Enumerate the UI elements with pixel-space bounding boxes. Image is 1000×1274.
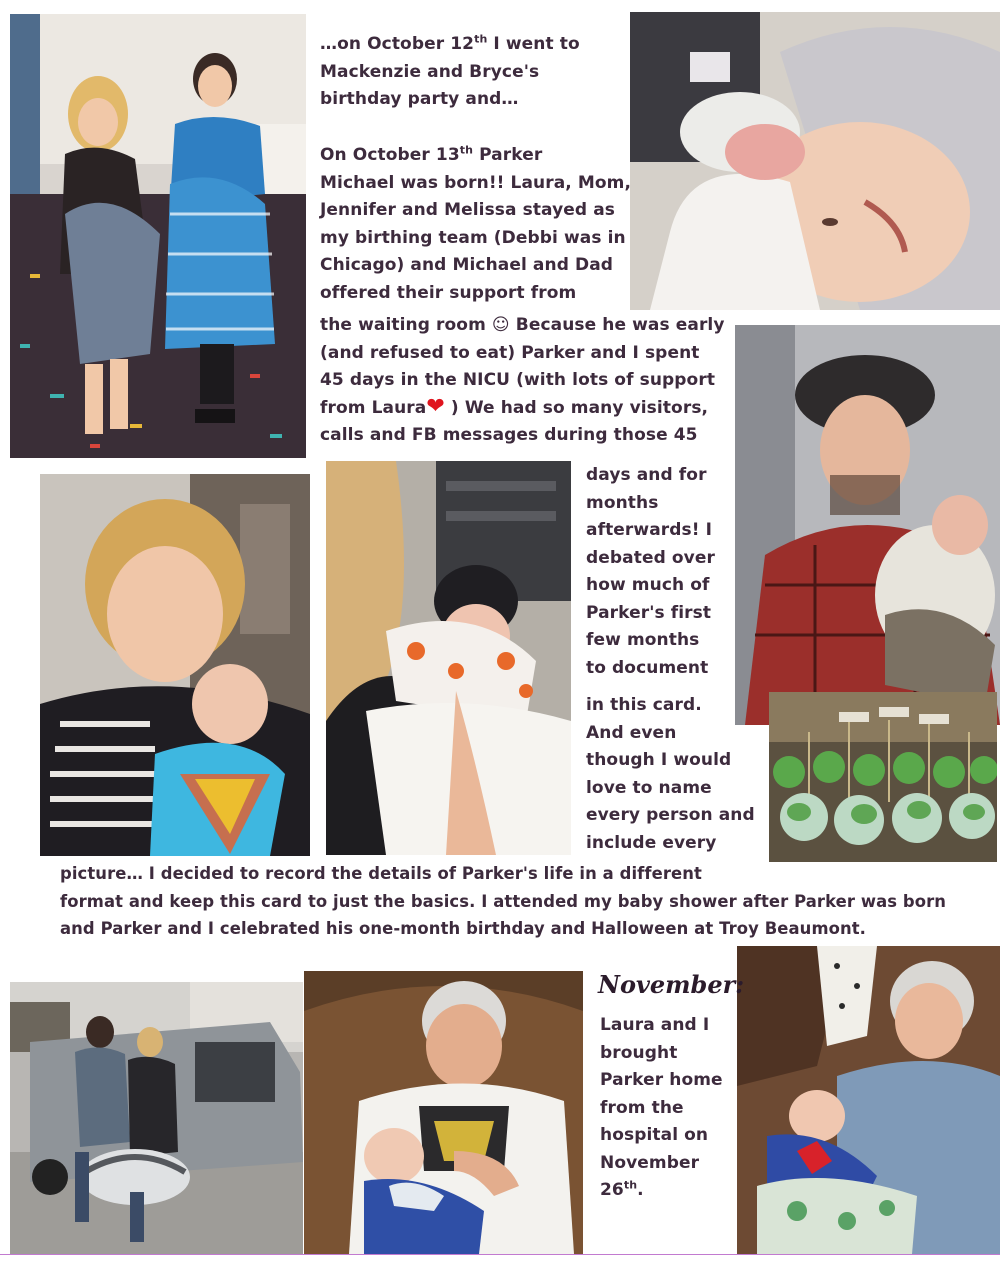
intro-line-3: birthday party and… [320, 89, 519, 109]
birth-line-6: offered their support from [320, 282, 577, 303]
text-block-nicu [320, 312, 725, 450]
bottom-divider [0, 1254, 1000, 1255]
november-line: Laura and I [600, 1015, 710, 1035]
november-line: November [600, 1152, 700, 1173]
cake-pops-photo [769, 692, 997, 862]
nicu-line-2: (and refused to eat) Parker and I spent [320, 342, 700, 363]
months-line: months [586, 492, 659, 513]
baby-in-hat-photo [326, 461, 571, 855]
heart-icon: ❤ [426, 393, 445, 419]
intro-line-2: Mackenzie and Bryce's [320, 61, 540, 82]
november-line: Parker home [600, 1070, 723, 1090]
newborn-on-mother-photo [630, 12, 1000, 310]
text-block-months [586, 462, 715, 682]
months-line: to document [586, 657, 709, 678]
november-line: brought [600, 1042, 678, 1063]
november-line-last: 26th. [600, 1178, 644, 1200]
intro-line-1: …on October 12th I went to [320, 32, 580, 54]
birth-line-5: Chicago) and Michael and Dad [320, 255, 614, 275]
nicu-line-1: the waiting room ☺ Because he was early [320, 315, 725, 335]
nicu-line-5: calls and FB messages during those 45 [320, 425, 698, 445]
car-seat-homecoming-photo [10, 982, 303, 1254]
november-heading: November: [598, 970, 745, 999]
card-line: include every [586, 832, 717, 853]
card-line: every person and [586, 805, 755, 825]
text-block-birth [320, 142, 631, 307]
birth-line-2: Michael was born!! Laura, Mom, [320, 172, 632, 193]
text-block-card [586, 692, 755, 857]
nicu-line-4: from Laura❤ ) We had so many visitors, [320, 393, 709, 419]
months-line: Parker's first [586, 602, 712, 623]
mother-holding-baby-photo [40, 474, 310, 856]
months-line: days and for [586, 465, 707, 485]
text-block-november [600, 1012, 723, 1205]
birth-line-4: my birthing team (Debbi was in [320, 227, 626, 248]
father-holding-baby-photo [735, 325, 1000, 725]
grandpa-with-baby-photo [304, 971, 583, 1254]
card-line: in this card. [586, 695, 702, 715]
smiley-icon: ☺ [491, 315, 510, 335]
summary-line-2: format and keep this card to just the basics. I attended my baby shower after Parker was born [60, 891, 947, 911]
months-line: afterwards! I [586, 520, 713, 540]
november-line: hospital on [600, 1125, 709, 1145]
nicu-line-3: 45 days in the NICU (with lots of support [320, 370, 716, 390]
summary-line-3: and Parker and I celebrated his one-month birthday and Halloween at Troy Beaumont. [60, 919, 867, 938]
months-line: debated over [586, 547, 715, 568]
birth-line-3: Jennifer and Melissa stayed as [320, 200, 615, 220]
card-line: though I would [586, 750, 732, 770]
card-line: love to name [586, 777, 712, 798]
text-block-intro [320, 31, 580, 114]
summary-line-1: picture… I decided to record the details of Parker's life in a different [60, 864, 702, 883]
text-block-summary [60, 860, 946, 943]
grandma-with-baby-photo [737, 946, 1000, 1254]
months-line: how much of [586, 575, 710, 595]
birth-line-1: On October 13th Parker [320, 143, 543, 165]
november-line: from the [600, 1097, 684, 1118]
two-pregnant-women-photo [10, 14, 306, 458]
months-line: few months [586, 630, 700, 650]
card-line: And even [586, 722, 677, 743]
